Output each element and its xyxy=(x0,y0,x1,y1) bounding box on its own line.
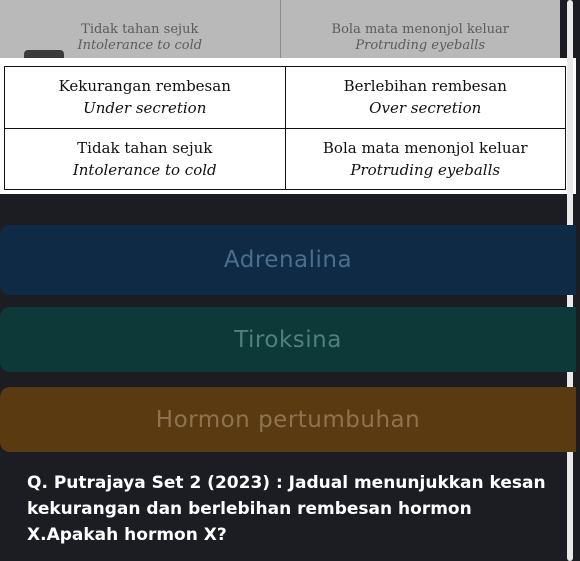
table-cell xyxy=(285,128,566,190)
cell-english: Intolerance to cold xyxy=(72,160,217,179)
question-text: Q. Putrajaya Set 2 (2023) : Jadual menunjukkan kesan kekurangan dan berlebihan rembesan hormon X.Apakah hormon X? xyxy=(27,473,546,545)
table-cell xyxy=(5,128,286,190)
answer-option-label: Tiroksina xyxy=(234,326,342,353)
cell-malay: Berlebihan rembesan xyxy=(343,77,507,96)
hormone-effects-table xyxy=(4,66,566,190)
cell-malay: Tidak tahan sejuk xyxy=(77,138,213,157)
background-image-strip xyxy=(0,0,560,58)
question-image xyxy=(0,58,576,194)
cell-malay: Kekurangan rembesan xyxy=(58,77,231,96)
cell-english: Over secretion xyxy=(369,99,482,118)
table-cell xyxy=(285,67,566,129)
answer-option-label: Adrenalina xyxy=(223,247,353,273)
background-cell-left-english: Intolerance to cold xyxy=(77,38,203,53)
background-cell-right-malay: Bola mata menonjol keluar xyxy=(331,22,509,37)
background-cell-right-english: Protruding eyeballs xyxy=(355,38,486,53)
cell-english: Protruding eyeballs xyxy=(350,160,501,179)
background-tab xyxy=(24,50,64,58)
answer-option-label: Hormon pertumbuhan xyxy=(155,406,421,433)
cell-english: Under secretion xyxy=(83,99,207,118)
answer-option-adrenalina[interactable] xyxy=(0,225,576,295)
table-row xyxy=(5,67,566,129)
background-cell-right xyxy=(280,0,561,58)
answer-option-hormon-pertumbuhan[interactable] xyxy=(0,387,576,452)
cell-malay: Bola mata menonjol keluar xyxy=(322,138,528,157)
answer-option-tiroksina[interactable] xyxy=(0,307,576,372)
background-cell-left-malay: Tidak tahan sejuk xyxy=(81,22,199,37)
table-cell xyxy=(5,67,286,129)
table-row xyxy=(5,128,566,190)
